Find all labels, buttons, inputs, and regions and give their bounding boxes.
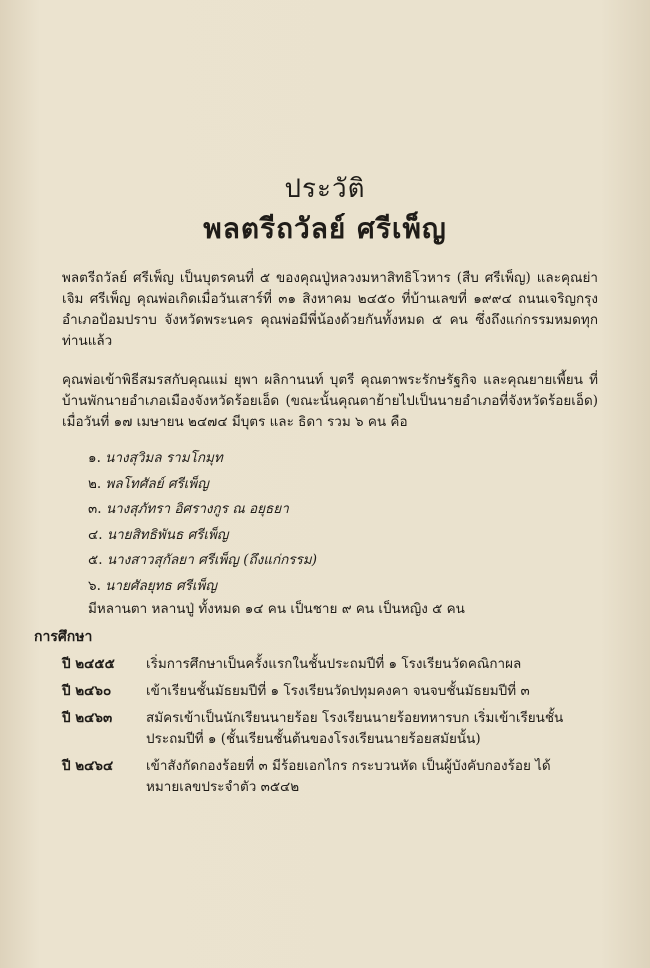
education-text: สมัครเข้าเป็นนักเรียนนายร้อย โรงเรียนนายร้อยทหารบก เริ่มเข้าเรียนชั้นประถมปีที่ ๑ (ชั้นเรียนชั้นต้นของโรงเรียนนายร้อยสมัยนั้น) [146,710,564,747]
education-year: ปี ๒๔๖๐ [62,683,112,699]
list-item [88,548,317,574]
child-name: นายศัลยุทธ ศรีเพ็ญ [105,577,217,594]
page-title: ประวัติ [284,174,366,204]
education-year: ปี ๒๔๖๔ [62,758,114,774]
education-year: ปี ๒๔๕๕ [62,656,115,672]
education-entry [62,708,602,750]
education-entry [62,681,602,702]
child-name: นางสุวิมล รามโกมุท [105,450,223,466]
child-name: นางสุภัทรา อิศรางกูร ณ อยุธยา [105,501,289,517]
child-number: ๖. [88,577,101,594]
list-item [88,497,317,523]
education-text: เริ่มการศึกษาเป็นครั้งแรกในชั้นประถมปีที่ ๑ โรงเรียนวัดคณิกาผล [146,656,522,672]
paragraph-marriage: คุณพ่อเข้าพิธีสมรสกับคุณแม่ ยุพา ผลิกานนท์ บุตรี คุณตาพระรักษรัฐกิจ และคุณยายเพี้ยน ที่บ้านพักนายอำเภอเมืองจังหวัดร้อยเอ็ด (ขณะนั้นคุณตาย้ายไปเป็นนายอำเภอที่จังหวัดร้อยเอ็ด) เมื่อวันที่ ๑๗ เมษายน ๒๔๗๔ มีบุตร และ ธิดา รวม ๖ คน คือ [62,372,598,430]
education-heading: การศึกษา [34,629,93,645]
child-number: ๕. [88,552,103,568]
education-text: เข้าเรียนชั้นมัธยมปีที่ ๑ โรงเรียนวัดปทุมคงคา จนจบชั้นมัธยมปีที่ ๓ [146,683,530,699]
grandchildren-summary: มีหลานตา หลานปู่ ทั้งหมด ๑๔ คน เป็นชาย ๙ คน เป็นหญิง ๕ คน [88,601,465,617]
education-year: ปี ๒๔๖๓ [62,710,113,726]
education-text: เข้าสังกัดกองร้อยที่ ๓ มีร้อยเอกไกร กระบวนหัด เป็นผู้บังคับกองร้อย ได้หมายเลขประจำตัว ๓๕๔๒ [146,758,551,795]
education-entry [62,756,602,798]
education-entry [62,654,602,675]
child-name: นายสิทธิพันธ ศรีเพ็ญ [106,526,229,543]
child-name: พลโทศัลย์ ศรีเพ็ญ [105,475,209,492]
child-number: ๒. [88,475,102,492]
list-item [88,446,317,472]
child-number: ๓. [88,501,102,517]
education-list [62,654,602,804]
list-item [88,574,317,600]
paragraph-birth: พลตรีถวัลย์ ศรีเพ็ญ เป็นบุตรคนที่ ๕ ของคุณปู่หลวงมหาสิทธิโวหาร (สืบ ศรีเพ็ญ) และคุณย่าเจิม ศรีเพ็ญ คุณพ่อเกิดเมื่อวันเสาร์ที่ ๓๑ สิงหาคม ๒๔๕๐ ที่บ้านเลขที่ ๑๙๙๔ ถนนเจริญกรุง อำเภอป้อมปราบ จังหวัดพระนคร คุณพ่อมีพี่น้องด้วยกันทั้งหมด ๕ คน ซึ่งถึงแก่กรรมหมดทุกท่านแล้ว [62,270,598,349]
person-name-heading: พลตรีถวัลย์ ศรีเพ็ญ [203,212,447,245]
list-item [88,472,317,498]
child-number: ๑. [88,450,101,466]
child-number: ๔. [88,526,103,543]
list-item [88,523,317,549]
children-list [88,446,317,599]
child-name: นางสาวสุกัลยา ศรีเพ็ญ (ถึงแก่กรรม) [106,552,317,568]
